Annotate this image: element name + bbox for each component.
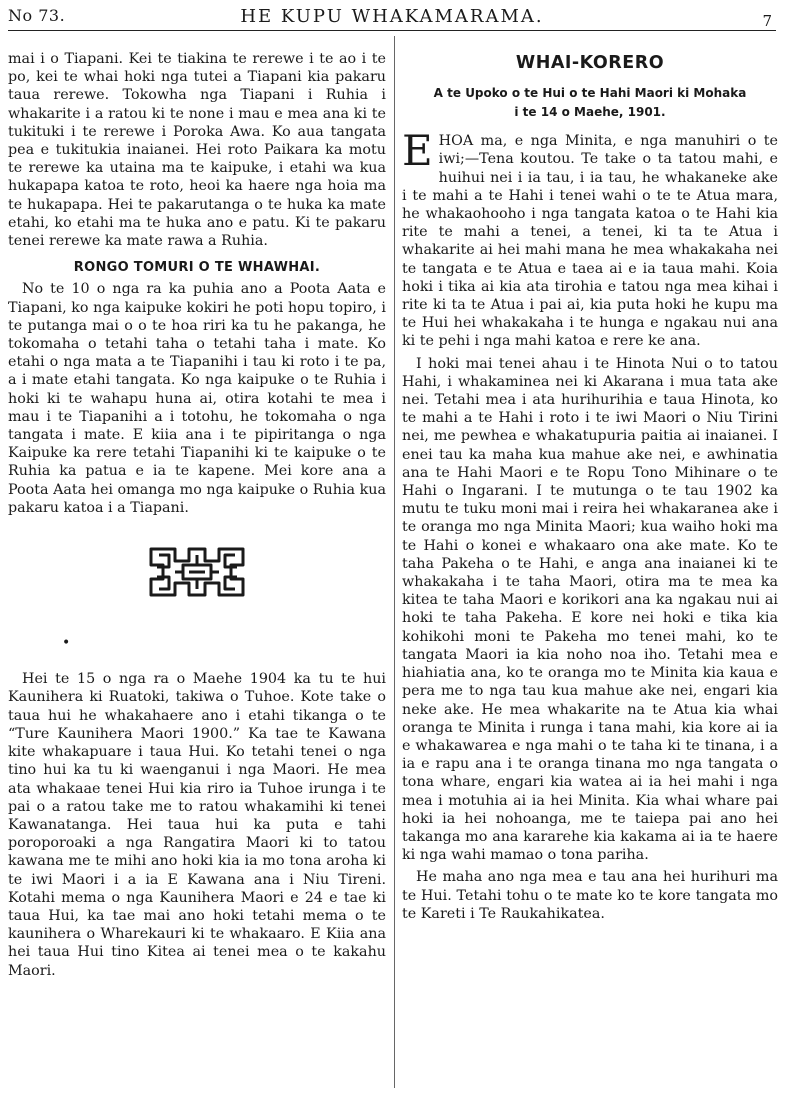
page-number: 7 xyxy=(762,12,772,30)
knot-ornament-icon xyxy=(8,539,386,610)
war-news-paragraph: No te 10 o nga ra ka puhia ano a Poota Aata e Tiapani, ko nga kaipuke kokiri he poti hopu topiro, i te putanga mai o o te hoa riri ka tu he pakanga, he tokomaha o tetahi taha o tetahi taha i mate. Ko etahi o nga mata a te Tiapanihi i tau ki roto i te pa, a i mate etahi tangata. Ko nga kaipuke o te Ruhia i hoki ki te wahapu huna ai, otira kotahi te mea i mau i te Tiapanihi a i totohu, he tokomaha o nga tangata i mate. E kiia ana i te pipiritanga o nga Kaipuke ka rere tetahi Tiapanihi ki te kaipuke o te Ruhia ka patua e ia te kapene. Mei kore ana a Poota Aata hei omanga mo nga kaipuke o Ruhia kua pakaru katoa i a Tiapani. xyxy=(8,281,386,516)
issue-number: No 73. xyxy=(8,6,66,25)
ornament-graphic xyxy=(145,539,249,605)
intro-paragraph: mai i o Tiapani. Kei te tiakina te rerewe i te ao i te po, kei te whai hoki nga tutei a Tiapani kia pakaru taua rerewe. Tokowha nga Tiapani i Ruhia i whakarite i a ratou ki te none i mau e mea ana ki te tukituki i te rerewe i Poroka Awa. Ko aua tangata pea e tukitukia inaianei. Hei roto Paikara ka motu te rerewe ka utaina ma te kaipuke, i etahi wa kua hukapapa katoa te roto, heoi ka haere nga hoia ma te hukapapa. Hei te pakarutanga o te huka ka mate etahi, ko etahi ma te huka ano e patu. Ki te pakaru tenei rerewe ka mate rawa a Ruhia. xyxy=(8,51,386,250)
speech-paragraph-1-text: HOA ma, e nga Minita, e nga manuhiri o te iwi;—Tena koutou. Te take o ta tatou mahi, e huihui nei i ia tau, i ia tau, he whakaneke ake i te mahi a te Hahi i tenei wahi o te te Atua mara, he whakaohooho i nga tangata katoa o te Hahi kia rite te mahi a tenei, a tenei, ki ta te Atua i whakarite ai hei mahi mana he mea whakakaha nei te tangata e te Atua e taea ai e ia taua mahi. Koia hoki i tika ai kia ata tirohia e tatou nga mea kihai i rite ki ta te Atua i pai ai, kia puta hoki he kupu ma te Hui hei whakakaha i te hunga e ngakau nui ana ki te pehi i nga mahi katoa e rere ke ana. xyxy=(402,133,778,350)
council-paragraph: Hei te 15 o nga ra o Maehe 1904 ka tu te hui Kaunihera ki Ruatoki, takiwa o Tuhoe. Kote take o taua hui he whakahaere ano i etahi tikanga o te “Ture Kaunihera Maori 1900.” Ka tae te Kawana kite whakapuare i taua Hui. Ko tetahi tenei o nga tino hui ka tu ki waenganui i nga Maori. He mea ata whakaae tenei Hui kia riro ia Tuhoe irunga i te pai o a ratou take me to ratou whakamihi ki tenei Kawanatanga. Hei taua hui ka puta e tahi poroporoaki a nga Rangatira Maori ki to tatou kawana me te mihi ano hoki kia ia mo tona aroha ki te iwi Maori i a ia E Kawana ana i Niu Tireni. Kotahi mema o nga Kaunihera Maori e 24 e tae ki taua Hui, ka tae mai ano hoki tetahi mema o te kaunihera o Wharekauri ki te whakaaro. E Kiia ana hei taua Hui tino Kitea ai tenei mea o te kakahu Maori. xyxy=(8,671,386,979)
separator-dot: • xyxy=(62,635,71,652)
speech-paragraph-3: He maha ano nga mea e tau ana hei hurihuri ma te Hui. Tetahi tohu o te mate ko te kore tangata mo te Kareti i Te Raukahikatea. xyxy=(402,869,778,922)
speech-subtitle-line1: A te Upoko o te Hui o te Hahi Maori ki Mohaka xyxy=(433,86,747,101)
drop-cap-letter: E xyxy=(402,126,433,176)
speech-paragraph-1 xyxy=(402,126,778,350)
speech-subtitle-line2: i te 14 o Maehe, 1901. xyxy=(514,105,666,120)
masthead xyxy=(8,4,776,31)
speech-paragraph-2: I hoki mai tenei ahau i te Hinota Nui o to tatou Hahi, i whakaminea nei ki Akarana i mua tata ake nei. Tetahi mea i ata hurihurihia e taua Hinota, ko te mahi a te Hahi i roto i te iwi Maori o Niu Tirini nei, me pewhea e whakatupuria paitia ai inaianei. I enei tau ka maha kua mahue ake nei, e awhinatia ana te Hahi Maori e te Ropu Tono Mihinare o te Hahi o Ingarani. I te mutunga o te tau 1902 ka mutu te tuku moni mai i reira hei whakaranea ake i te oranga mo nga Minita Maori; kua waiho hoki ma te Hahi o konei e whakaaro ona ake mate. Ko te taha Pakeha o te Hahi, e anga ana inaianei ki te whakakaha i te taha Maori, otira ma te mea ka kitea te taha Maori e korikori ana ka ngakau nui ai hoki te taha Pakeha. E kore nei hoki e tika kia kohikohi moni te Pakeha mo tenei mahi, ko te tangata Maori ia kia noho noa iho. Tetahi mea e hiahiatia ana, ko te oranga mo te Minita kia kaua e pera me to nga tau kua mahue ake nei, engari kia neke ake. He mea whakarite na te Atua kia whai oranga te Minita i runga i tana mahi, kia kore ai ia e whakawarea e nga mahi o te taha ki te tinana, i a ia e rapu ana i te oranga tinana mo nga tangata o tona whare, engari kia watea ai ia hei mahi i nga mea i motuhia ai ia hei Minita. Kia whai whare pai hoki ia hei nohoanga, me te taiepa pai ano hei takanga mo ana kararehe kia kakama ai ia te haere ki nga wahi mamao o tona pariha. xyxy=(402,355,778,864)
war-news-heading: RONGO TOMURI O TE WHAWHAI. xyxy=(73,260,321,276)
speech-subtitle xyxy=(402,84,778,122)
publication-title: HE KUPU WHAKAMARAMA. xyxy=(240,6,544,27)
speech-section-title: WHAI-KORERO xyxy=(515,53,665,73)
right-column xyxy=(402,50,778,923)
left-column xyxy=(8,50,386,980)
column-divider xyxy=(394,36,395,1088)
